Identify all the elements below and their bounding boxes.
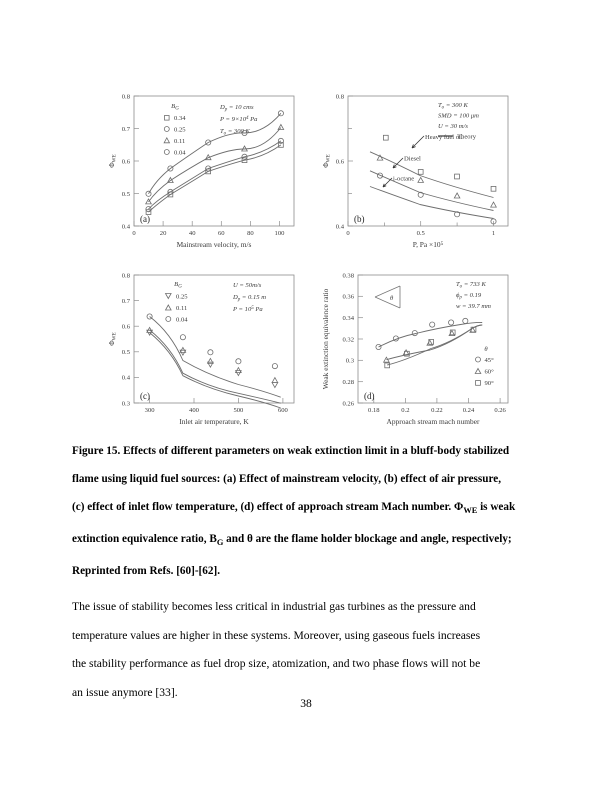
c-ytick-0.5: 0.5 bbox=[121, 349, 130, 357]
c-xtick-600: 600 bbox=[277, 407, 288, 414]
d-wedge-theta: θ bbox=[390, 295, 394, 302]
c-markers bbox=[147, 314, 278, 388]
chart-panel-a bbox=[96, 82, 308, 260]
c-ytick-0.4: 0.4 bbox=[121, 374, 130, 382]
b-curve-labels bbox=[383, 134, 463, 187]
d-xtick-0.26: 0.26 bbox=[494, 407, 506, 414]
caption-line-3 bbox=[72, 493, 540, 525]
chart-panel-d bbox=[308, 263, 520, 438]
b-yaxis-label: $\Phi_{WE}$ bbox=[321, 154, 332, 168]
a-legend-item-1: 0.25 bbox=[174, 126, 186, 134]
a-panel-label: (a) bbox=[140, 214, 150, 224]
b-xaxis-label: P, $Pa \times 10^5$ bbox=[412, 240, 444, 249]
caption-line-4b: and θ are the flame holder blockage and angle, respectively; bbox=[223, 533, 512, 546]
caption-line-3a: (c) effect of inlet flow temperature, (d) effect of approach stream Mach number. Φ bbox=[72, 501, 464, 513]
c-annot-0: U = 50m/s bbox=[233, 282, 262, 289]
b-annot-2: U = 30 m/s bbox=[438, 123, 468, 130]
a-annot-1: $P = 9\times 10^4$ Pa bbox=[220, 115, 258, 123]
b-curves bbox=[370, 152, 494, 219]
d-ytick-0.38: 0.38 bbox=[342, 272, 354, 280]
a-xtick-100: 100 bbox=[274, 230, 285, 237]
chart-panel-c bbox=[96, 263, 308, 438]
c-annot-2: $P = 10^5$ Pa bbox=[233, 305, 263, 313]
b-annot-0: $T_o = 300$ K bbox=[438, 102, 468, 111]
a-yaxis-label: $\Phi_{WE}$ bbox=[107, 154, 118, 168]
caption-line-2: flame using liquid fuel sources: (a) Effect of mainstream velocity, (b) effect of air pressure, bbox=[72, 473, 501, 485]
d-legend-title: θ bbox=[484, 346, 488, 353]
a-annot-2: $T_o = 300$ K bbox=[220, 128, 250, 137]
d-legend bbox=[475, 346, 494, 387]
caption-line-3b: is weak bbox=[477, 501, 516, 513]
c-ytick-0.3: 0.3 bbox=[121, 400, 130, 408]
caption-line-5: Reprinted from Refs. [60]-[62]. bbox=[72, 565, 220, 578]
d-ytick-0.30: 0.3 bbox=[345, 357, 354, 365]
figure-caption bbox=[72, 437, 540, 585]
d-xtick-0.22: 0.22 bbox=[431, 407, 443, 414]
b-ytick-0.6: 0.6 bbox=[335, 158, 344, 166]
caption-line-3-sub: WE bbox=[463, 506, 478, 516]
caption-line-4-sub: G bbox=[216, 538, 224, 548]
d-wedge-inset bbox=[375, 286, 400, 308]
d-annot-0: $T_o = 733$ K bbox=[456, 281, 486, 290]
d-annotations bbox=[456, 281, 491, 310]
c-legend bbox=[166, 294, 189, 324]
figure-15 bbox=[96, 82, 520, 440]
b-curve-label-0: Heavy fuel oil bbox=[425, 134, 463, 141]
d-xtick-0.24: 0.24 bbox=[462, 407, 475, 414]
a-ytick-0.5: 0.5 bbox=[121, 190, 130, 198]
c-legend-item-2: 0.04 bbox=[176, 316, 188, 324]
d-ytick-0.34: 0.34 bbox=[342, 315, 354, 322]
caption-line-1: Figure 15. Effects of different parameters on weak extinction limit in a bluff-body stabilized bbox=[72, 445, 510, 457]
b-ytick-0.4: 0.4 bbox=[335, 223, 344, 231]
d-annot-2: w = 39.7 mm bbox=[456, 303, 491, 310]
c-ytick-0.7: 0.7 bbox=[121, 297, 130, 305]
a-ytick-0.6: 0.6 bbox=[121, 158, 130, 166]
b-xtick-0: 0 bbox=[346, 230, 350, 237]
a-legend-item-3: 0.04 bbox=[174, 149, 186, 157]
c-xtick-400: 400 bbox=[189, 407, 199, 414]
d-legend-item-2: 90° bbox=[484, 380, 494, 387]
a-xtick-0: 0 bbox=[132, 230, 136, 237]
c-annotations bbox=[232, 282, 266, 313]
body-line-3: the stability performance as fuel drop size, atomization, and two phase flows will not be bbox=[72, 657, 481, 670]
body-line-1: The issue of stability becomes less critical in industrial gas turbines as the pressure and bbox=[72, 600, 476, 613]
c-ytick-0.8: 0.8 bbox=[121, 272, 130, 280]
d-xtick-0.20: 0.2 bbox=[401, 407, 410, 414]
c-yaxis-label: $\Phi_{WE}$ bbox=[107, 332, 118, 346]
body-line-4: an issue anymore [33]. bbox=[72, 685, 178, 699]
b-ytick-0.8: 0.8 bbox=[335, 93, 344, 101]
body-paragraph bbox=[72, 593, 540, 707]
c-legend-item-0: 0.25 bbox=[176, 293, 188, 301]
b-xtick-0.5: 0.5 bbox=[416, 230, 425, 237]
d-ytick-0.26: 0.26 bbox=[342, 400, 354, 408]
a-xtick-40: 40 bbox=[188, 230, 196, 237]
a-legend-title: $B_G$ bbox=[171, 103, 179, 112]
c-legend-title: $B_G$ bbox=[174, 281, 182, 290]
d-annot-1: $\phi_p = 0.19$ bbox=[456, 292, 482, 301]
caption-line-4a: extinction equivalence ratio, B bbox=[72, 533, 217, 546]
d-legend-item-0: 45° bbox=[484, 357, 494, 364]
d-xaxis-label: Approach stream mach number bbox=[386, 417, 480, 426]
d-yaxis-label: Weak extinction equivalence ratio bbox=[321, 288, 330, 390]
b-panel-label: (b) bbox=[354, 214, 365, 224]
a-legend-item-2: 0.11 bbox=[174, 138, 186, 145]
d-markers bbox=[376, 318, 476, 368]
c-ytick-0.6: 0.6 bbox=[121, 323, 130, 331]
a-legend-item-0: 0.34 bbox=[174, 115, 186, 122]
c-panel-label: (c) bbox=[140, 391, 150, 401]
a-annotations bbox=[219, 104, 258, 137]
a-xtick-80: 80 bbox=[247, 230, 254, 237]
c-xtick-300: 300 bbox=[144, 407, 155, 414]
d-ytick-0.28: 0.28 bbox=[342, 379, 354, 386]
c-curves bbox=[150, 317, 281, 409]
b-legend-theory: Theory bbox=[457, 133, 477, 141]
a-ytick-0.7: 0.7 bbox=[121, 125, 130, 133]
b-curve-label-1: Diesel bbox=[404, 155, 421, 163]
b-xtick-1.0: 1 bbox=[491, 230, 496, 237]
d-legend-item-1: 60° bbox=[484, 368, 494, 376]
a-legend bbox=[164, 115, 186, 157]
body-line-2: temperature values are higher in these systems. Moreover, using gaseous fuels increases bbox=[72, 628, 481, 642]
d-ytick-0.36: 0.36 bbox=[342, 293, 354, 301]
page-number: 38 bbox=[300, 697, 312, 710]
b-annot-1: SMD = 100 μm bbox=[438, 112, 479, 120]
d-panel-label: (d) bbox=[364, 391, 375, 401]
a-annot-0: $D_p = 10$ cms bbox=[220, 104, 254, 113]
d-xtick-0.18: 0.18 bbox=[368, 407, 380, 414]
chart-panel-b bbox=[308, 82, 520, 260]
c-annot-1: $D_p = 0.15$ m bbox=[233, 294, 266, 303]
c-xaxis-label: Inlet air temperature, K bbox=[179, 417, 249, 426]
a-xtick-60: 60 bbox=[218, 230, 225, 237]
d-curves bbox=[379, 322, 483, 365]
b-curve-label-2: i-octane bbox=[393, 175, 415, 183]
a-ytick-0.4: 0.4 bbox=[121, 223, 130, 231]
a-ytick-0.8: 0.8 bbox=[121, 93, 130, 101]
a-xtick-20: 20 bbox=[159, 230, 167, 237]
caption-line-4 bbox=[72, 525, 540, 557]
c-legend-item-1: 0.11 bbox=[176, 305, 188, 312]
c-xtick-500: 500 bbox=[233, 407, 244, 414]
a-xaxis-label: Mainstream velocity, m/s bbox=[176, 240, 252, 249]
d-ytick-0.32: 0.32 bbox=[342, 336, 354, 344]
